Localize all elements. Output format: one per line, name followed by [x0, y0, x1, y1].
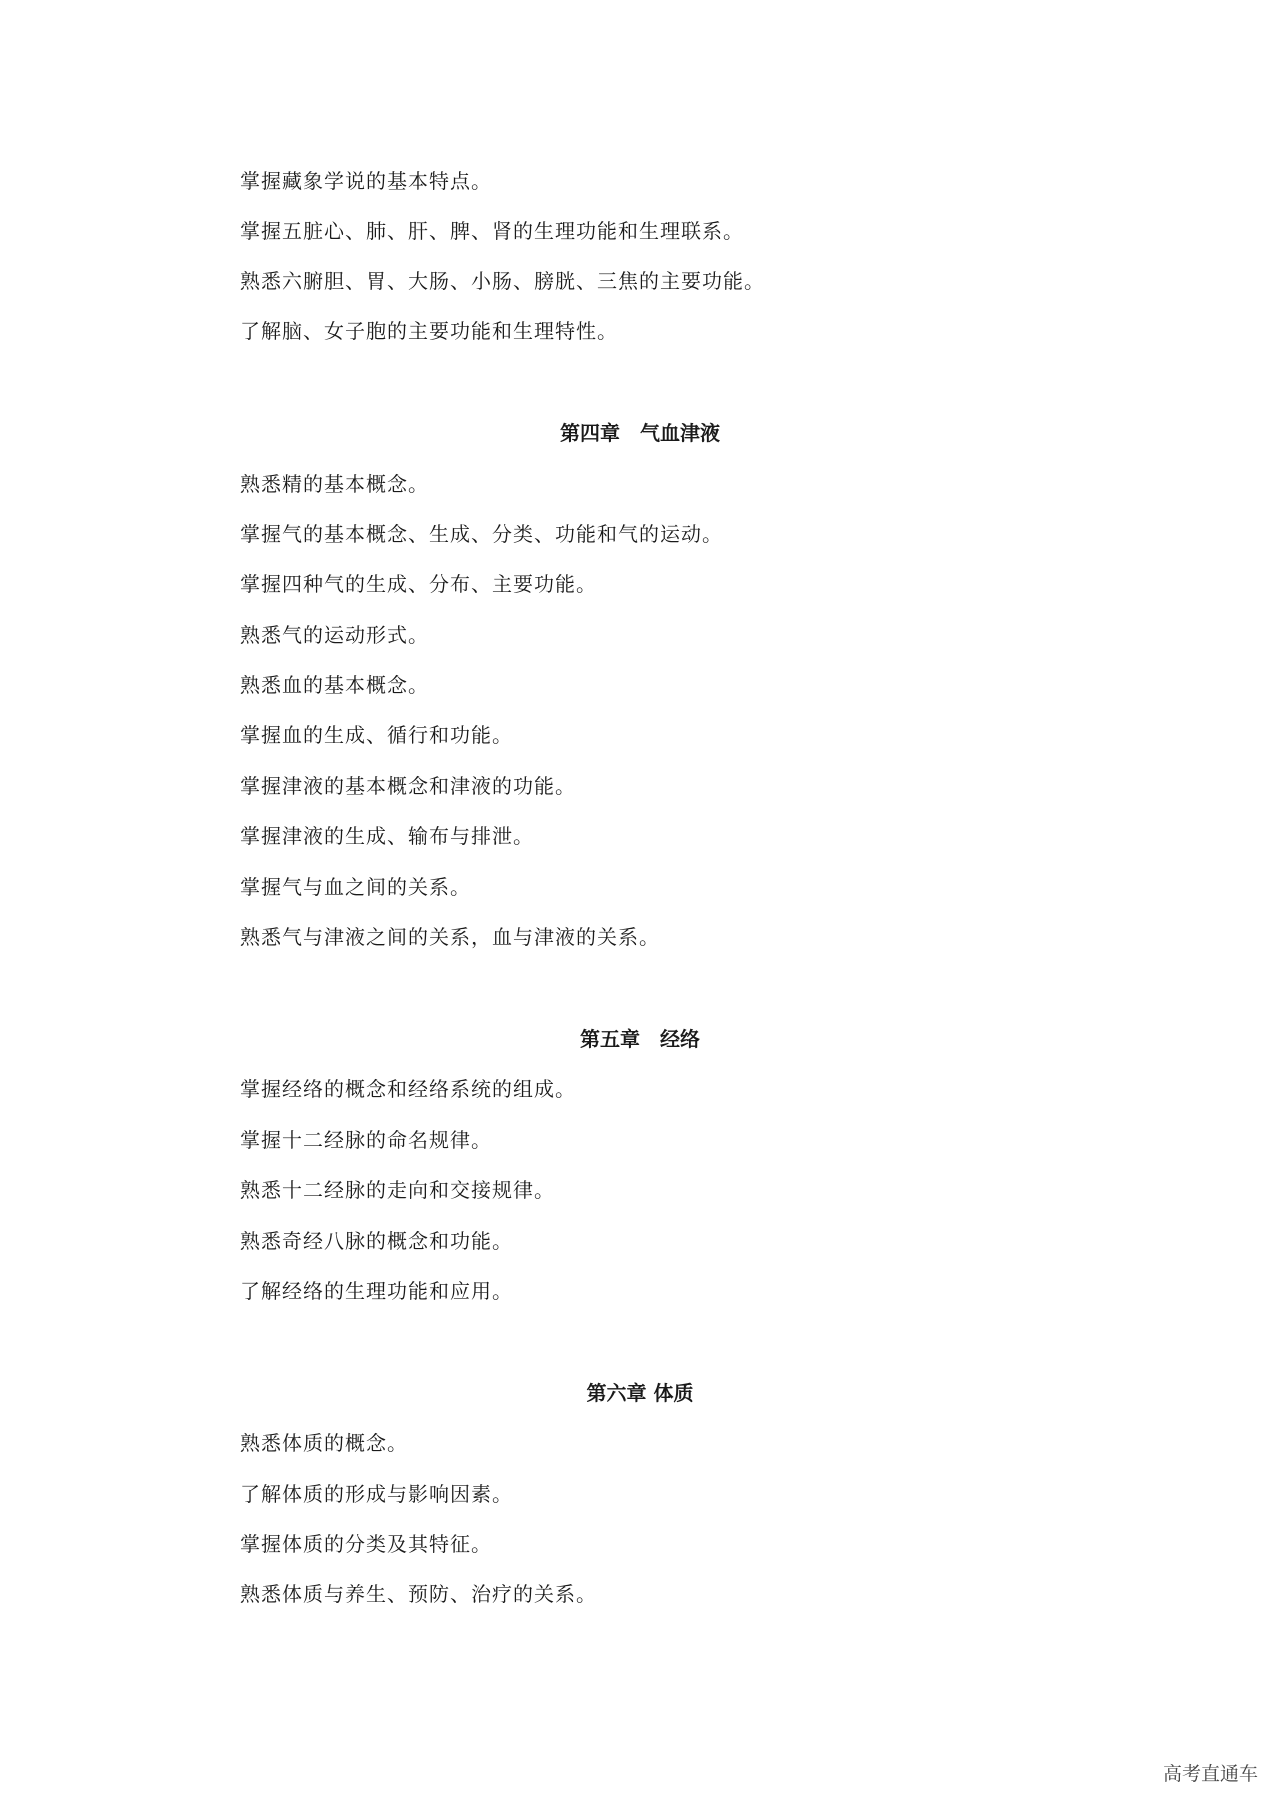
list-item: 掌握气的基本概念、生成、分类、功能和气的运动。: [240, 522, 723, 546]
list-item: 熟悉体质与养生、预防、治疗的关系。: [240, 1582, 597, 1606]
list-item: 了解体质的形成与影响因素。: [240, 1482, 513, 1506]
list-item: 掌握津液的基本概念和津液的功能。: [240, 774, 576, 798]
list-item: 掌握体质的分类及其特征。: [240, 1532, 492, 1556]
list-item: 了解脑、女子胞的主要功能和生理特性。: [240, 319, 618, 343]
watermark: 高考直通车: [1162, 1763, 1258, 1785]
list-item: 熟悉气与津液之间的关系，血与津液的关系。: [240, 925, 660, 949]
list-item: 掌握五脏心、肺、肝、脾、肾的生理功能和生理联系。: [240, 219, 744, 243]
chapter-4-heading: 第四章 气血津液: [560, 421, 720, 445]
list-item: 了解经络的生理功能和应用。: [240, 1279, 513, 1303]
list-item: 掌握血的生成、循行和功能。: [240, 723, 513, 747]
list-item: 熟悉奇经八脉的概念和功能。: [240, 1229, 513, 1253]
list-item: 熟悉精的基本概念。: [240, 472, 429, 496]
list-item: 掌握气与血之间的关系。: [240, 875, 471, 899]
list-item: 掌握藏象学说的基本特点。: [240, 169, 492, 193]
list-item: 熟悉六腑胆、胃、大肠、小肠、膀胱、三焦的主要功能。: [240, 269, 765, 293]
list-item: 熟悉血的基本概念。: [240, 673, 429, 697]
chapter-6-heading: 第六章 体质: [586, 1381, 694, 1405]
list-item: 掌握津液的生成、输布与排泄。: [240, 824, 534, 848]
list-item: 熟悉体质的概念。: [240, 1431, 408, 1455]
list-item: 掌握十二经脉的命名规律。: [240, 1128, 492, 1152]
list-item: 掌握经络的概念和经络系统的组成。: [240, 1077, 576, 1101]
chapter-5-heading: 第五章 经络: [580, 1027, 700, 1051]
list-item: 熟悉气的运动形式。: [240, 623, 429, 647]
list-item: 掌握四种气的生成、分布、主要功能。: [240, 572, 597, 596]
list-item: 熟悉十二经脉的走向和交接规律。: [240, 1178, 555, 1202]
